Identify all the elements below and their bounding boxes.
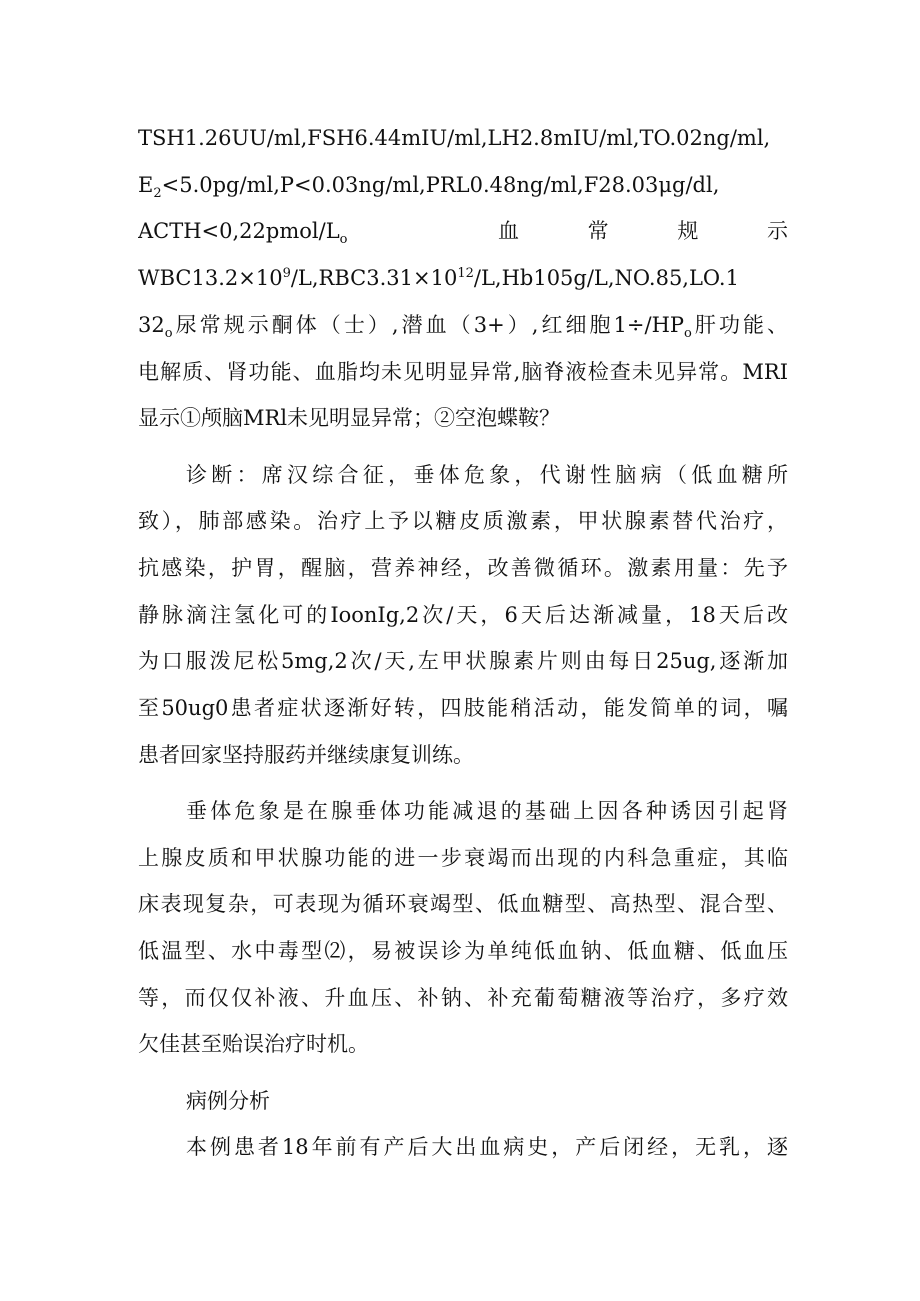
lab-results-line-2: $E_2<5.0pg/ml,P<0.03ng/ml,PRL0.48ng/ml,F28.03\mu g/dl$, xyxy=(138,173,720,202)
lab-results-line-6: 电解质、肾功能、血脂均未见明显异常,脑脊液检查未见异常。MRI xyxy=(138,360,788,384)
crisis-line-5: 等，而仅仅补液、升血压、补钠、补充葡萄糖液等治疗，多疗效 xyxy=(138,986,788,1010)
crisis-line-3: 床表现复杂，可表现为循环衰竭型、低血糖型、高热型、混合型、 xyxy=(138,892,788,916)
lab-results-line-7: 显示①颅脑MRl未见明显异常；②空泡蝶鞍？ xyxy=(138,406,561,430)
crisis-line-6: 欠佳甚至贻误治疗时机。 xyxy=(138,1032,369,1056)
diagnosis-line-6: 至50ug0患者症状逐渐好转，四肢能稍活动，能发简单的词，嘱 xyxy=(138,696,788,720)
lab-results-line-5: $32_o$尿常规示酮体（士）,潜血（3+）,红细胞$1\div/HP_o$肝功能、 xyxy=(138,313,788,342)
diagnosis-line-3: 抗感染，护胃，醒脑，营养神经，改善微循环。激素用量：先予 xyxy=(138,556,788,580)
diagnosis-line-1: 诊断：席汉综合征，垂体危象，代谢性脑病（低血糖所 xyxy=(186,463,788,487)
diagnosis-line-4: 静脉滴注氢化可的IoonIg,2次/天，6天后达渐减量，18天后改 xyxy=(138,603,788,627)
lab-results-acth: $ACTH<0,22pmol/L_o$ xyxy=(138,219,348,248)
lab-results-line-1: TSH1.26UU/ml,FSH6.44mIU/ml,LH2.8mIU/ml,TO.02ng/ml, xyxy=(138,126,771,150)
diagnosis-line-7: 患者回家坚持服药并继续康复训练。 xyxy=(138,743,474,767)
lab-results-line-3: $ACTH<0,22pmol/L_o$ 血 常 规 示 xyxy=(138,211,788,251)
crisis-line-2: 上腺皮质和甲状腺功能的进一步衰竭而出现的内科急重症，其临 xyxy=(138,846,788,870)
diagnosis-line-5: 为口服泼尼松5mg,2次/天,左甲状腺素片则由每日25ug,逐渐加 xyxy=(138,649,788,673)
diagnosis-line-2: 致），肺部感染。治疗上予以糖皮质激素，甲状腺素替代治疗， xyxy=(138,509,788,533)
lab-results-line-4: $WBC13.2\times 10^9/L,RBC3.31\times 10^{12}/L,Hb105g/L,NO.85,LO.1$ xyxy=(138,266,739,290)
analysis-heading: 病例分析 xyxy=(186,1089,270,1113)
analysis-line-1: 本例患者18年前有产后大出血病史，产后闭经，无乳，逐 xyxy=(186,1135,788,1159)
crisis-line-4: 低温型、水中毒型⑵，易被误诊为单纯低血钠、低血糖、低血压 xyxy=(138,939,788,963)
crisis-line-1: 垂体危象是在腺垂体功能减退的基础上因各种诱因引起肾 xyxy=(186,799,788,823)
